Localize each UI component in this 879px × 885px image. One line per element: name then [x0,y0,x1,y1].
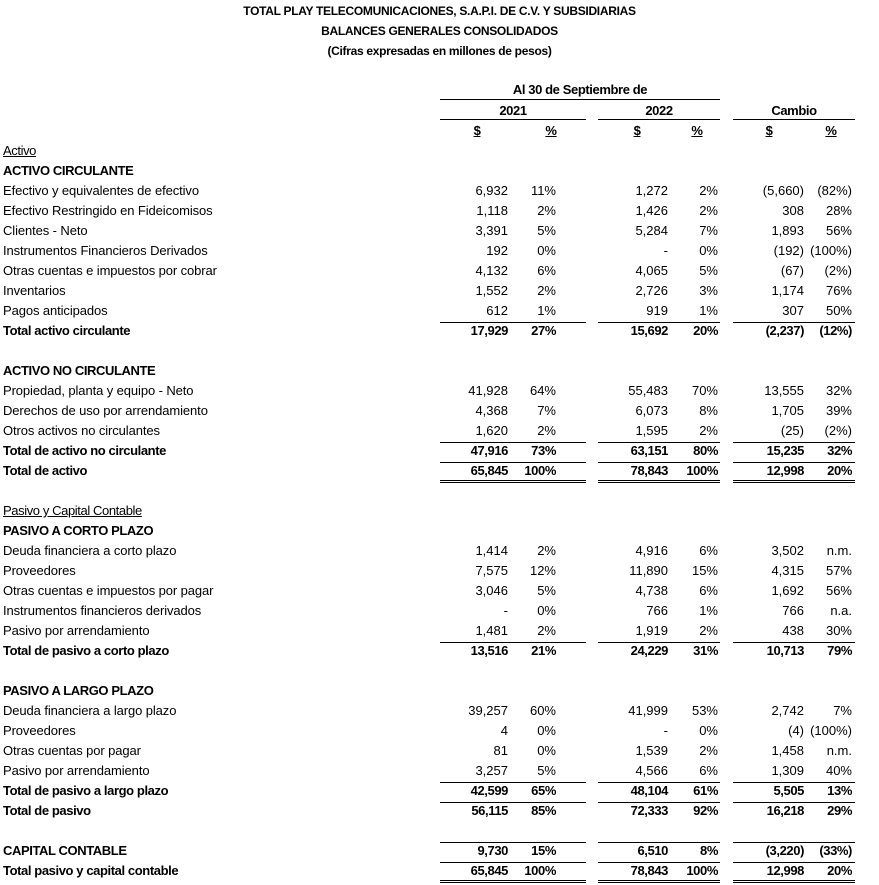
row-value-total-de-pasivo-a-largo-plazo-1: 65% [531,783,556,798]
row-value-deuda-financiera-a-largo-plazo-5: 7% [833,703,852,718]
row-value-deuda-financiera-a-largo-plazo-1: 60% [529,703,556,718]
row-value-total-pasivo-y-capital-contable-3: 100% [686,863,718,878]
row-value-pasivo-por-arrendamiento-3: 2% [699,623,718,638]
change-header: Cambio [771,103,817,118]
row-value-total-activo-circulante-1: 27% [531,323,556,338]
double-underline [733,480,855,481]
row-value-pagos-anticipados-3: 1% [699,303,718,318]
row-value-instrumentos-financieros-derivados-0: 192 [486,243,508,258]
double-underline [440,482,586,483]
row-value-deuda-financiera-a-corto-plazo-1: 2% [537,543,556,558]
row-value-total-de-pasivo-a-largo-plazo-2: 48,104 [630,783,668,798]
row-value-deuda-financiera-a-corto-plazo-0: 1,414 [475,543,508,558]
row-value-derechos-de-uso-por-arrendamiento-5: 39% [825,403,852,418]
row-label-derechos-de-uso-por-arrendamiento: Derechos de uso por arrendamiento [3,403,208,418]
row-value-otras-cuentas-por-pagar-2: 1,539 [635,743,668,758]
row-value-pagos-anticipados-0: 612 [486,303,508,318]
row-value-inventarios-2: 2,726 [635,283,668,298]
period-underline [440,99,720,100]
row-label-efectivo-y-equivalentes-de-efectivo: Efectivo y equivalentes de efectivo [3,183,199,198]
row-value-total-de-pasivo-a-largo-plazo-5: 13% [827,783,852,798]
row-label-otras-cuentas-e-impuestos-por-cobrar: Otras cuentas e impuestos por cobrar [3,263,217,278]
total-rule [440,642,586,643]
row-value-otras-cuentas-e-impuestos-por-cobrar-4: (67) [780,263,804,278]
row-value-inventarios-4: 1,174 [771,283,804,298]
row-label-otros-activos-no-circulantes: Otros activos no circulantes [3,423,160,438]
row-value-total-de-pasivo-a-corto-plazo-1: 21% [531,643,556,658]
row-value-pasivo-por-arrendamiento-1: 2% [537,623,556,638]
row-value-total-de-activo-no-circulante-5: 32% [827,443,852,458]
row-value-total-de-pasivo-a-largo-plazo-3: 61% [693,783,718,798]
row-value-total-de-pasivo-a-corto-plazo-4: 10,713 [766,643,804,658]
row-label-pagos-anticipados: Pagos anticipados [3,303,108,318]
year-2022-underline [598,119,720,120]
row-value-capital-contable-3: 8% [700,843,718,858]
row-value-deuda-financiera-a-corto-plazo-3: 6% [699,543,718,558]
row-value-deuda-financiera-a-corto-plazo-2: 4,916 [635,543,668,558]
row-value-instrumentos-financieros-derivados-5: (100%) [810,243,852,258]
row-value-total-de-pasivo-a-largo-plazo-4: 5,505 [773,783,804,798]
unit-subheader: $ [473,123,481,138]
row-value-deuda-financiera-a-largo-plazo-2: 41,999 [628,703,668,718]
units-note: (Cifras expresadas en millones de pesos) [327,44,552,58]
double-underline [440,880,586,881]
row-label-efectivo-restringido-en-fideicomisos: Efectivo Restringido en Fideicomisos [3,203,213,218]
row-value-pasivo-por-arrendamiento-2: 1,919 [635,623,668,638]
row-value-instrumentos-financieros-derivados-3: 1% [699,603,718,618]
row-value-derechos-de-uso-por-arrendamiento-2: 6,073 [635,403,668,418]
total-rule [440,322,586,323]
row-value-efectivo-restringido-en-fideicomisos-0: 1,118 [476,203,508,218]
total-rule [440,462,586,463]
row-value-otros-activos-no-circulantes-4: (25) [780,423,804,438]
row-value-deuda-financiera-a-largo-plazo-0: 39,257 [468,703,508,718]
double-underline [733,882,855,883]
row-value-otros-activos-no-circulantes-5: (2%) [824,423,852,438]
total-rule [733,322,855,323]
total-rule [598,642,720,643]
row-label-clientes-neto: Clientes - Neto [3,223,88,238]
row-label-activo-no-circulante: ACTIVO NO CIRCULANTE [3,363,156,378]
row-value-proveedores-2: 11,890 [629,563,668,578]
total-rule [440,862,586,863]
row-value-instrumentos-financieros-derivados-2: - [663,243,668,258]
row-value-pasivo-por-arrendamiento-0: 3,257 [475,763,508,778]
row-value-total-de-pasivo-2: 72,333 [630,803,668,818]
row-value-otras-cuentas-e-impuestos-por-pagar-5: 56% [825,583,852,598]
row-value-proveedores-5: (100%) [810,723,852,738]
row-value-efectivo-restringido-en-fideicomisos-1: 2% [537,203,556,218]
row-value-inventarios-1: 2% [537,283,556,298]
total-rule [733,782,855,783]
row-value-total-de-activo-no-circulante-0: 47,916 [470,443,508,458]
row-value-total-de-activo-1: 100% [524,463,556,478]
row-value-propiedad-planta-y-equipo-neto-3: 70% [691,383,718,398]
row-value-pasivo-por-arrendamiento-3: 6% [699,763,718,778]
row-value-total-de-activo-no-circulante-1: 73% [531,443,556,458]
row-value-total-de-activo-0: 65,845 [470,463,508,478]
total-rule [598,462,720,463]
row-label-capital-contable: CAPITAL CONTABLE [3,843,127,858]
row-label-pasivo-y-capital-contable: Pasivo y Capital Contable [3,503,142,518]
row-value-proveedores-0: 4 [500,723,508,738]
total-rule [598,442,720,443]
total-rule [598,782,720,783]
row-value-clientes-neto-2: 5,284 [635,223,668,238]
row-value-pasivo-por-arrendamiento-0: 1,481 [475,623,508,638]
row-value-efectivo-restringido-en-fideicomisos-2: 1,426 [635,203,668,218]
total-rule [733,442,855,443]
row-value-total-de-pasivo-5: 29% [827,803,852,818]
row-value-total-de-activo-5: 20% [827,463,852,478]
row-value-propiedad-planta-y-equipo-neto-4: 13,555 [764,383,804,398]
row-label-proveedores: Proveedores [3,723,76,738]
row-value-instrumentos-financieros-derivados-4: (192) [773,243,804,258]
row-value-proveedores-1: 12% [529,563,556,578]
row-value-total-activo-circulante-5: (12%) [819,323,852,338]
row-value-instrumentos-financieros-derivados-0: - [503,603,508,618]
row-value-pasivo-por-arrendamiento-4: 438 [782,623,804,638]
row-value-total-de-pasivo-a-corto-plazo-3: 31% [693,643,718,658]
row-value-otros-activos-no-circulantes-2: 1,595 [635,423,668,438]
row-value-efectivo-y-equivalentes-de-efectivo-1: 11% [530,183,556,198]
row-label-total-activo-circulante: Total activo circulante [3,323,131,338]
year-2022-header: 2022 [645,103,673,118]
row-value-efectivo-y-equivalentes-de-efectivo-4: (5,660) [762,183,804,198]
row-value-instrumentos-financieros-derivados-5: n.a. [830,603,852,618]
total-rule [733,842,855,843]
row-value-total-de-activo-no-circulante-3: 80% [693,443,718,458]
row-value-total-pasivo-y-capital-contable-2: 78,843 [630,863,668,878]
total-rule [733,802,855,803]
row-label-pasivo-por-arrendamiento: Pasivo por arrendamiento [3,623,150,638]
total-rule [440,782,586,783]
row-label-pasivo-a-largo-plazo: PASIVO A LARGO PLAZO [3,683,154,698]
row-value-propiedad-planta-y-equipo-neto-0: 41,928 [468,383,508,398]
row-value-otras-cuentas-e-impuestos-por-cobrar-1: 6% [537,263,556,278]
row-value-total-de-activo-no-circulante-4: 15,235 [766,443,804,458]
row-label-total-pasivo-y-capital-contable: Total pasivo y capital contable [3,863,179,878]
row-label-pasivo-por-arrendamiento: Pasivo por arrendamiento [3,763,150,778]
change-underline [733,119,855,120]
row-value-proveedores-0: 7,575 [475,563,508,578]
row-value-total-de-activo-no-circulante-2: 63,151 [630,443,668,458]
row-value-efectivo-y-equivalentes-de-efectivo-3: 2% [699,183,718,198]
row-value-instrumentos-financieros-derivados-1: 0% [537,603,556,618]
year-2021-header: 2021 [499,103,527,118]
row-label-total-de-pasivo-a-largo-plazo: Total de pasivo a largo plazo [3,783,169,798]
double-underline [733,880,855,881]
total-rule [598,322,720,323]
row-label-total-de-pasivo-a-corto-plazo: Total de pasivo a corto plazo [3,643,169,658]
double-underline [440,480,586,481]
row-label-instrumentos-financieros-derivados: Instrumentos financieros derivados [3,603,202,618]
row-value-proveedores-4: 4,315 [771,563,804,578]
row-value-deuda-financiera-a-corto-plazo-4: 3,502 [771,543,804,558]
row-value-instrumentos-financieros-derivados-3: 0% [699,243,718,258]
row-value-clientes-neto-4: 1,893 [771,223,804,238]
unit-subheader: % [691,123,703,138]
row-value-otras-cuentas-por-pagar-5: n.m. [826,743,852,758]
row-value-otras-cuentas-por-pagar-0: 81 [493,743,508,758]
double-underline [598,480,720,481]
row-value-clientes-neto-5: 56% [825,223,852,238]
row-value-otras-cuentas-e-impuestos-por-pagar-3: 6% [699,583,718,598]
total-rule [598,862,720,863]
row-value-total-activo-circulante-0: 17,929 [470,323,508,338]
row-value-total-de-activo-2: 78,843 [630,463,668,478]
row-value-pasivo-por-arrendamiento-5: 40% [825,763,852,778]
row-value-deuda-financiera-a-largo-plazo-4: 2,742 [771,703,804,718]
row-label-otras-cuentas-e-impuestos-por-pagar: Otras cuentas e impuestos por pagar [3,583,214,598]
total-rule [440,442,586,443]
row-value-otras-cuentas-e-impuestos-por-pagar-4: 1,692 [771,583,804,598]
row-value-instrumentos-financieros-derivados-2: 766 [646,603,668,618]
row-value-efectivo-restringido-en-fideicomisos-4: 308 [782,203,804,218]
row-value-otras-cuentas-e-impuestos-por-cobrar-3: 5% [699,263,718,278]
row-value-otras-cuentas-e-impuestos-por-cobrar-0: 4,132 [475,263,508,278]
row-value-otras-cuentas-e-impuestos-por-pagar-2: 4,738 [635,583,668,598]
row-value-pasivo-por-arrendamiento-5: 30% [825,623,852,638]
row-value-otros-activos-no-circulantes-1: 2% [537,423,556,438]
row-value-otras-cuentas-e-impuestos-por-pagar-0: 3,046 [475,583,508,598]
row-value-inventarios-3: 3% [699,283,718,298]
row-value-otras-cuentas-e-impuestos-por-pagar-1: 5% [537,583,556,598]
row-label-deuda-financiera-a-largo-plazo: Deuda financiera a largo plazo [3,703,177,718]
row-value-otros-activos-no-circulantes-0: 1,620 [475,423,508,438]
total-rule [598,802,720,803]
row-value-total-de-activo-4: 12,998 [766,463,804,478]
row-label-otras-cuentas-por-pagar: Otras cuentas por pagar [3,743,141,758]
row-label-deuda-financiera-a-corto-plazo: Deuda financiera a corto plazo [3,543,177,558]
row-value-pasivo-por-arrendamiento-1: 5% [537,763,556,778]
double-underline [598,880,720,881]
row-value-total-de-activo-3: 100% [686,463,718,478]
total-rule [440,842,586,843]
row-value-total-de-pasivo-a-corto-plazo-0: 13,516 [470,643,508,658]
row-value-capital-contable-1: 15% [531,843,556,858]
unit-subheader: % [825,123,837,138]
row-value-pagos-anticipados-2: 919 [646,303,668,318]
statement-title: BALANCES GENERALES CONSOLIDADOS [321,24,558,38]
row-value-pagos-anticipados-5: 50% [825,303,852,318]
row-value-derechos-de-uso-por-arrendamiento-0: 4,368 [475,403,508,418]
row-value-clientes-neto-0: 3,391 [475,223,508,238]
row-label-total-de-pasivo: Total de pasivo [3,803,91,818]
row-value-proveedores-3: 0% [699,723,718,738]
row-value-inventarios-0: 1,552 [475,283,508,298]
row-label-total-de-activo: Total de activo [3,463,88,478]
row-value-otras-cuentas-por-pagar-1: 0% [537,743,556,758]
row-value-propiedad-planta-y-equipo-neto-2: 55,483 [628,383,668,398]
row-value-derechos-de-uso-por-arrendamiento-1: 7% [537,403,556,418]
row-value-instrumentos-financieros-derivados-4: 766 [782,603,804,618]
total-rule [598,842,720,843]
row-label-activo-circulante: ACTIVO CIRCULANTE [3,163,134,178]
row-value-otras-cuentas-por-pagar-4: 1,458 [771,743,804,758]
row-value-clientes-neto-3: 7% [699,223,718,238]
row-value-otros-activos-no-circulantes-3: 2% [699,423,718,438]
row-value-inventarios-5: 76% [825,283,852,298]
row-label-activo: Activo [3,143,37,158]
row-value-propiedad-planta-y-equipo-neto-5: 32% [825,383,852,398]
row-value-proveedores-3: 15% [691,563,718,578]
row-value-efectivo-y-equivalentes-de-efectivo-0: 6,932 [475,183,508,198]
row-value-proveedores-5: 57% [825,563,852,578]
row-value-derechos-de-uso-por-arrendamiento-3: 8% [699,403,718,418]
company-title: TOTAL PLAY TELECOMUNICACIONES, S.A.P.I. DE C.V. Y SUBSIDIARIAS [243,4,636,18]
double-underline [440,882,586,883]
row-label-proveedores: Proveedores [3,563,76,578]
row-value-pasivo-por-arrendamiento-4: 1,309 [771,763,804,778]
row-value-propiedad-planta-y-equipo-neto-1: 64% [529,383,556,398]
row-value-instrumentos-financieros-derivados-1: 0% [537,243,556,258]
row-value-total-de-pasivo-1: 85% [531,803,556,818]
row-value-derechos-de-uso-por-arrendamiento-4: 1,705 [771,403,804,418]
row-value-proveedores-4: (4) [788,723,804,738]
unit-subheader: % [545,123,557,138]
total-rule [733,862,855,863]
row-value-total-pasivo-y-capital-contable-5: 20% [827,863,852,878]
row-value-total-pasivo-y-capital-contable-4: 12,998 [766,863,804,878]
year-2021-underline [440,119,586,120]
row-value-capital-contable-2: 6,510 [637,843,668,858]
row-value-deuda-financiera-a-largo-plazo-3: 53% [691,703,718,718]
row-value-efectivo-y-equivalentes-de-efectivo-2: 1,272 [635,183,668,198]
row-label-propiedad-planta-y-equipo-neto: Propiedad, planta y equipo - Neto [3,383,194,398]
row-value-total-pasivo-y-capital-contable-1: 100% [524,863,556,878]
row-value-efectivo-y-equivalentes-de-efectivo-5: (82%) [817,183,852,198]
row-value-otras-cuentas-por-pagar-3: 2% [699,743,718,758]
unit-subheader: $ [633,123,641,138]
double-underline [598,482,720,483]
row-value-otras-cuentas-e-impuestos-por-cobrar-2: 4,065 [635,263,668,278]
total-rule [733,642,855,643]
row-value-total-pasivo-y-capital-contable-0: 65,845 [470,863,508,878]
row-value-pagos-anticipados-4: 307 [782,303,804,318]
row-value-total-de-pasivo-0: 56,115 [471,803,508,818]
period-header: Al 30 de Septiembre de [512,82,648,97]
row-value-total-de-pasivo-a-largo-plazo-0: 42,599 [470,783,508,798]
row-value-total-de-pasivo-a-corto-plazo-5: 79% [827,643,852,658]
row-value-clientes-neto-1: 5% [537,223,556,238]
row-value-total-de-pasivo-a-corto-plazo-2: 24,229 [630,643,668,658]
double-underline [733,482,855,483]
row-value-total-de-pasivo-3: 92% [693,803,718,818]
row-label-instrumentos-financieros-derivados: Instrumentos Financieros Derivados [3,243,208,258]
row-value-otras-cuentas-e-impuestos-por-cobrar-5: (2%) [824,263,852,278]
total-rule [440,802,586,803]
row-label-total-de-activo-no-circulante: Total de activo no circulante [3,443,166,458]
row-value-efectivo-restringido-en-fideicomisos-5: 28% [825,203,852,218]
row-value-total-activo-circulante-3: 20% [693,323,718,338]
row-value-total-activo-circulante-2: 15,692 [630,323,668,338]
row-value-efectivo-restringido-en-fideicomisos-3: 2% [699,203,718,218]
double-underline [598,882,720,883]
row-value-capital-contable-4: (3,220) [765,843,804,858]
row-value-pagos-anticipados-1: 1% [537,303,556,318]
row-label-pasivo-a-corto-plazo: PASIVO A CORTO PLAZO [3,523,154,538]
row-value-proveedores-2: - [663,723,668,738]
unit-subheader: $ [765,123,773,138]
row-value-total-de-pasivo-4: 16,218 [766,803,804,818]
row-value-pasivo-por-arrendamiento-2: 4,566 [635,763,668,778]
row-value-deuda-financiera-a-corto-plazo-5: n.m. [826,543,852,558]
row-value-total-activo-circulante-4: (2,237) [765,323,804,338]
row-value-proveedores-1: 0% [537,723,556,738]
row-value-capital-contable-0: 9,730 [477,843,508,858]
total-rule [733,462,855,463]
row-label-inventarios: Inventarios [3,283,66,298]
row-value-capital-contable-5: (33%) [819,843,852,858]
